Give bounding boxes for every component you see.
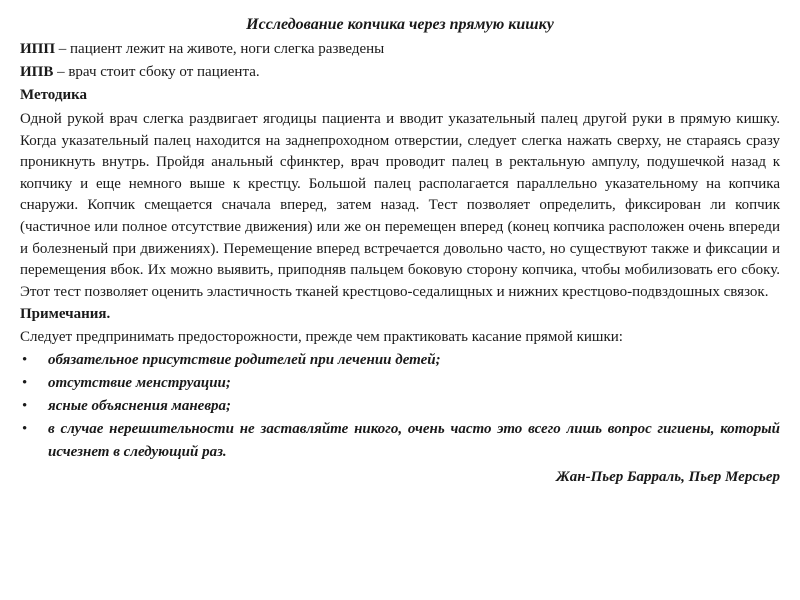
authors-signature: Жан-Пьер Барраль, Пьер Мерсьер bbox=[556, 469, 780, 486]
method-paragraph: Одной рукой врач слегка раздвигает ягодицы пациента и вводит указательный палец другой руки в прямую кишку. Когда указательный палец находится на заднепроходном отверстии, следует слегка нажать сверху, не стараясь сразу проникнуть внутрь. Пройдя анальный сфинктер, врач проводит палец в ректальную ампулу, подушечкой назад к копчику и еще немного выше к крестцу. Большой палец располагается параллельно указательному на копчика снаружи. Копчик смещается сначала вперед, затем назад. Тест позволяет определить, фиксирован ли копчик (частичное или полное отсутствие движения) или же он перемещен вперед (конец копчика расположен очень впереди и болезненый при движениях). Перемещение вперед встречается довольно часто, но существуют также и фиксации и перемещения вбок. Их можно выявить, приподняв пальцем боковую сторону копчика, чтобы мобилизовать его сбоку. Этот тест позволяет оценить эластичность тканей крестцово-седалищных и нижних крестцово-подвздошных связок. bbox=[20, 111, 780, 300]
list-item-text: ясные объяснения маневра; bbox=[48, 398, 232, 415]
list-item-text: в случае нерешительности не заставляйте никого, очень часто это всего лишь вопрос гигиены, который исчезнет в следующий раз. bbox=[48, 421, 780, 461]
bullet-icon: • bbox=[22, 352, 28, 369]
notes-heading: Примечания. bbox=[20, 306, 111, 323]
ipv-label: ИПВ bbox=[20, 64, 54, 80]
notes-intro: Следует предпринимать предосторожности, прежде чем практиковать касание прямой кишки: bbox=[20, 329, 623, 346]
list-item bbox=[20, 395, 780, 418]
ipp-label: ИПП bbox=[20, 41, 56, 57]
document-title: Исследование копчика через прямую кишку bbox=[246, 16, 554, 33]
ipp-text: – пациент лежит на животе, ноги слегка разведены bbox=[55, 41, 385, 57]
list-item bbox=[20, 372, 780, 395]
list-item bbox=[20, 418, 780, 464]
bullet-icon: • bbox=[22, 421, 28, 438]
ipp-line bbox=[20, 38, 780, 61]
method-heading: Методика bbox=[20, 87, 88, 103]
bullet-icon: • bbox=[22, 375, 28, 392]
bullet-icon: • bbox=[22, 398, 28, 415]
list-item-text: отсутствие менструации; bbox=[48, 375, 231, 392]
list-item-text: обязательное присутствие родителей при лечении детей; bbox=[48, 352, 441, 369]
ipv-line bbox=[20, 61, 780, 84]
list-item bbox=[20, 349, 780, 372]
ipv-text: – врач стоит сбоку от пациента. bbox=[53, 64, 260, 80]
precautions-list bbox=[20, 349, 780, 464]
